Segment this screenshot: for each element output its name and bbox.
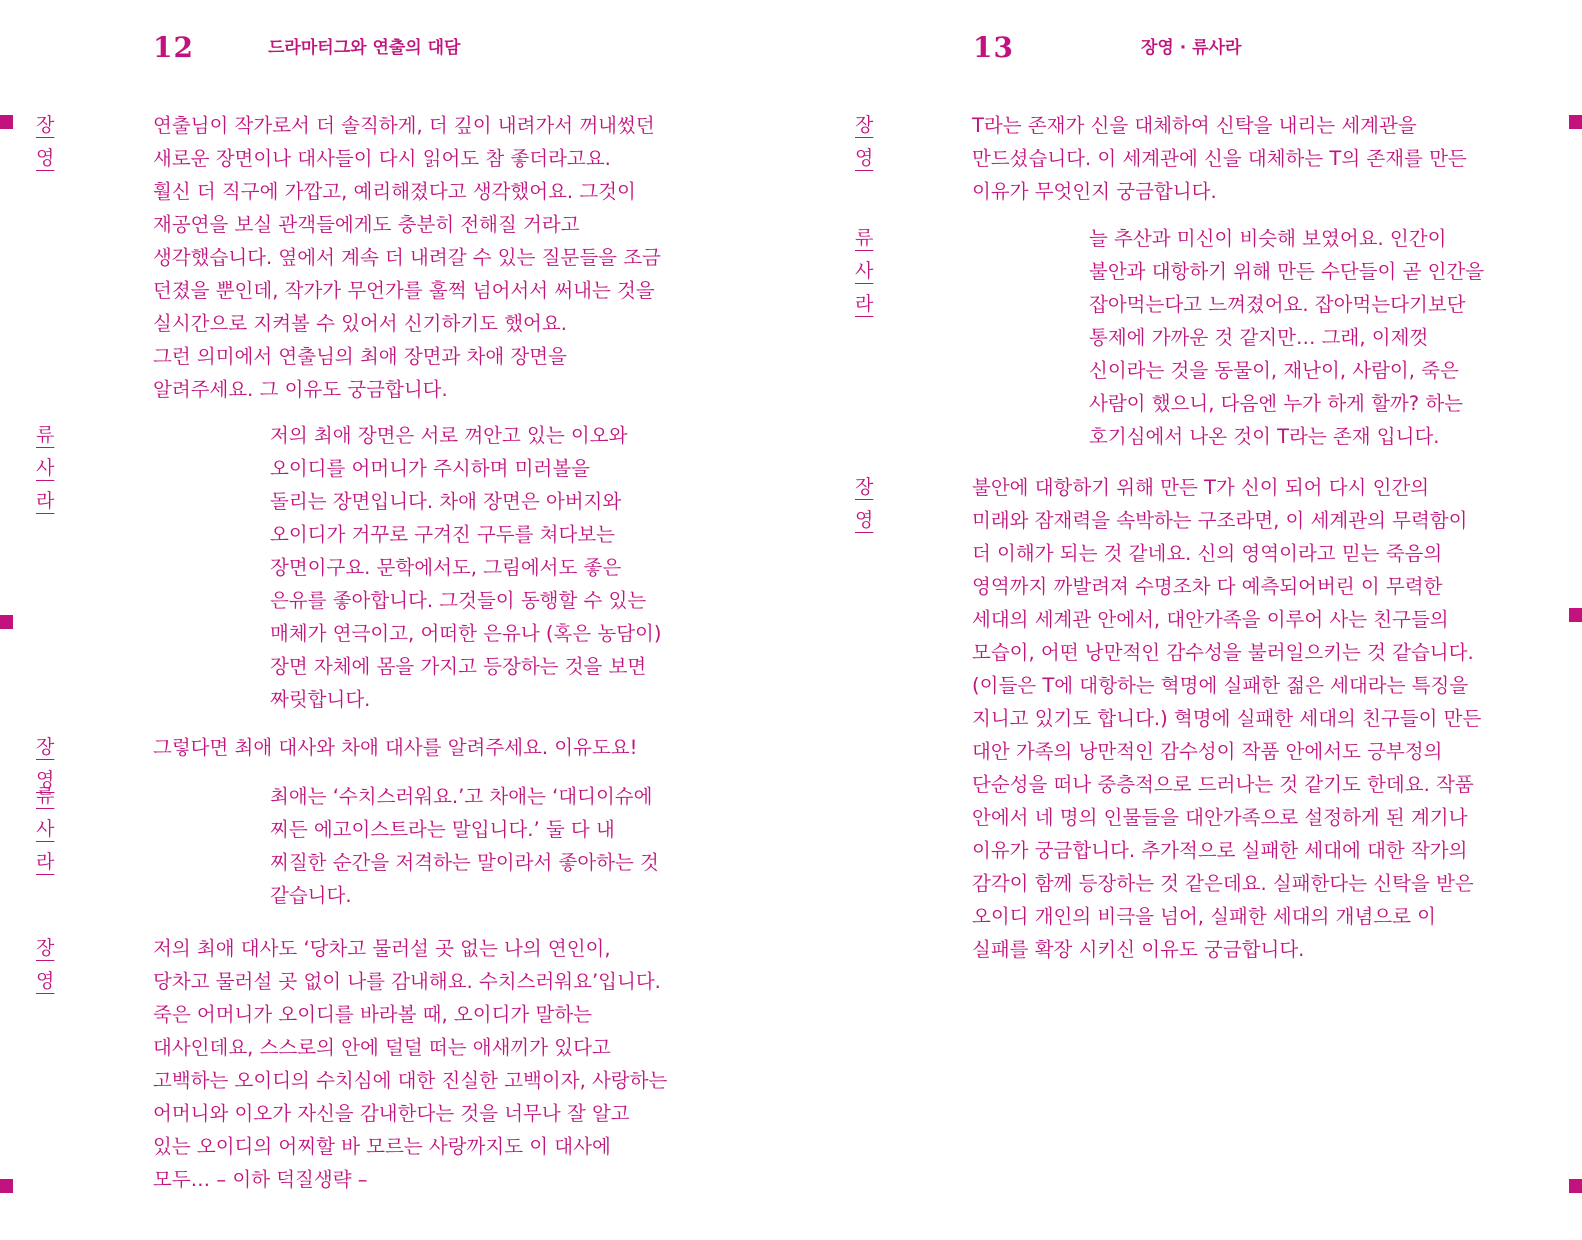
text-line: 실시간으로 지켜볼 수 있어서 신기하기도 했어요. <box>153 312 567 335</box>
text-line: 알려주세요. 그 이유도 궁금합니다. <box>153 378 448 401</box>
text-line: 그런 의미에서 연출님의 최애 장면과 차애 장면을 <box>153 345 567 368</box>
text-line: 모두… – 이하 덕질생략 – <box>153 1168 368 1191</box>
text-line: 호기심에서 나온 것이 T라는 존재 입니다. <box>1089 425 1440 448</box>
text-line: 짜릿합니다. <box>270 688 371 711</box>
text-line: 불안과 대항하기 위해 만든 수단들이 곧 인간을 <box>1089 260 1485 283</box>
text-line: 오이디가 거꾸로 구겨진 구두를 쳐다보는 <box>270 523 616 546</box>
speaker-name: 류사라 <box>855 227 874 315</box>
margin-marker <box>0 615 13 629</box>
text-line: T라는 존재가 신을 대체하여 신탁을 내리는 세계관을 <box>972 114 1417 137</box>
text-line: 재공연을 보실 관객들에게도 충분히 전해질 거라고 <box>153 213 580 236</box>
margin-marker <box>1569 115 1582 129</box>
text-line: 미래와 잠재력을 속박하는 구조라면, 이 세계관의 무력함이 <box>972 509 1468 532</box>
speaker-name: 장영 <box>855 476 874 531</box>
text-line: 연출님이 작가로서 더 솔직하게, 더 깊이 내려가서 꺼내썼던 <box>153 114 655 137</box>
text-line: 지니고 있기도 합니다.) 혁명에 실패한 세대의 친구들이 만든 <box>972 707 1482 730</box>
text-line: 생각했습니다. 옆에서 계속 더 내려갈 수 있는 질문들을 조금 <box>153 246 661 269</box>
speaker-name: 장영 <box>36 937 55 992</box>
text-line: 대사인데요, 스스로의 안에 덜덜 떠는 애새끼가 있다고 <box>153 1036 611 1059</box>
text-line: 만드셨습니다. 이 세계관에 신을 대체하는 T의 존재를 만든 <box>972 147 1467 170</box>
text-line: 오이디를 어머니가 주시하며 미러볼을 <box>270 457 590 480</box>
text-line: 최애는 ‘수치스러워요.’고 차애는 ‘대디이슈에 <box>270 785 653 808</box>
margin-marker <box>1569 1179 1582 1193</box>
text-line: 통제에 가까운 것 같지만… 그래, 이제껏 <box>1089 326 1429 349</box>
speech-text <box>153 731 637 764</box>
text-line: 이유가 궁금합니다. 추가적으로 실패한 세대에 대한 작가의 <box>972 839 1468 862</box>
speech-text <box>972 471 1481 966</box>
text-line: 장면이구요. 문학에서도, 그림에서도 좋은 <box>270 556 622 579</box>
speaker-name: 류사라 <box>36 424 55 512</box>
margin-marker <box>0 1179 13 1193</box>
text-line: 찌든 에고이스트라는 말입니다.’ 둘 다 내 <box>270 818 615 841</box>
text-line: 매체가 연극이고, 어떠한 은유나 (혹은 농담이) <box>270 622 662 645</box>
running-title: 드라마터그와 연출의 대담 <box>268 38 461 58</box>
text-line: 죽은 어머니가 오이디를 바라볼 때, 오이디가 말하는 <box>153 1003 592 1026</box>
text-line: 오이디 개인의 비극을 넘어, 실패한 세대의 개념으로 이 <box>972 905 1437 928</box>
speech-text <box>1089 222 1484 453</box>
speaker-name: 장영 <box>36 736 55 791</box>
text-line: 안에서 네 명의 인물들을 대안가족으로 설정하게 된 계기나 <box>972 806 1468 829</box>
speech-text <box>153 932 667 1196</box>
text-line: 저의 최애 장면은 서로 껴안고 있는 이오와 <box>270 424 628 447</box>
text-line: 돌리는 장면입니다. 차애 장면은 아버지와 <box>270 490 622 513</box>
speaker-name: 류사라 <box>36 785 55 873</box>
text-line: 새로운 장면이나 대사들이 다시 읽어도 참 좋더라고요. <box>153 147 611 170</box>
text-line: 대안 가족의 낭만적인 감수성이 작품 안에서도 긍부정의 <box>972 740 1443 763</box>
text-line: 같습니다. <box>270 884 352 907</box>
text-line: 어머니와 이오가 자신을 감내한다는 것을 너무나 잘 알고 <box>153 1102 630 1125</box>
text-line: 찌질한 순간을 저격하는 말이라서 좋아하는 것 <box>270 851 659 874</box>
text-line: 영역까지 까발려져 수명조차 다 예측되어버린 이 무력한 <box>972 575 1443 598</box>
text-line: 신이라는 것을 동물이, 재난이, 사람이, 죽은 <box>1089 359 1459 382</box>
text-line: 던졌을 뿐인데, 작가가 무언가를 훌쩍 넘어서서 써내는 것을 <box>153 279 655 302</box>
speaker-name: 장영 <box>36 114 55 169</box>
margin-marker <box>0 115 13 129</box>
running-title: 장영 · 류사라 <box>1141 38 1242 58</box>
speaker-name: 장영 <box>855 114 874 169</box>
text-line: 늘 추산과 미신이 비슷해 보였어요. 인간이 <box>1089 227 1447 250</box>
text-line: 사람이 했으니, 다음엔 누가 하게 할까? 하는 <box>1089 392 1463 415</box>
text-line: 세대의 세계관 안에서, 대안가족을 이루어 사는 친구들의 <box>972 608 1449 631</box>
text-line: 장면 자체에 몸을 가지고 등장하는 것을 보면 <box>270 655 647 678</box>
text-line: 저의 최애 대사도 ‘당차고 물러설 곳 없는 나의 연인이, <box>153 937 611 960</box>
text-line: 실패를 확장 시키신 이유도 궁금합니다. <box>972 938 1305 961</box>
text-line: 불안에 대항하기 위해 만든 T가 신이 되어 다시 인간의 <box>972 476 1430 499</box>
speech-text <box>153 109 661 406</box>
text-line: 은유를 좋아합니다. 그것들이 동행할 수 있는 <box>270 589 647 612</box>
text-line: 잡아먹는다고 느껴졌어요. 잡아먹는다기보단 <box>1089 293 1466 316</box>
text-line: 있는 오이디의 어찌할 바 모르는 사랑까지도 이 대사에 <box>153 1135 611 1158</box>
speech-text <box>972 109 1467 208</box>
text-line: 더 이해가 되는 것 같네요. 신의 영역이라고 믿는 죽음의 <box>972 542 1443 565</box>
right-page <box>791 0 1582 1240</box>
text-line: 이유가 무엇인지 궁금합니다. <box>972 180 1217 203</box>
page-number: 13 <box>973 31 1014 64</box>
text-line: 감각이 함께 등장하는 것 같은데요. 실패한다는 신탁을 받은 <box>972 872 1474 895</box>
page-number: 12 <box>153 31 194 64</box>
text-line: 모습이, 어떤 낭만적인 감수성을 불러일으키는 것 같습니다. <box>972 641 1474 664</box>
text-line: 그렇다면 최애 대사와 차애 대사를 알려주세요. 이유도요! <box>153 736 638 759</box>
text-line: (이들은 T에 대항하는 혁명에 실패한 젊은 세대라는 특징을 <box>972 674 1469 697</box>
margin-marker <box>1569 608 1582 622</box>
speech-text <box>270 780 659 912</box>
text-line: 단순성을 떠나 중층적으로 드러나는 것 같기도 한데요. 작품 <box>972 773 1474 796</box>
text-line: 훨신 더 직구에 가깝고, 예리해졌다고 생각했어요. 그것이 <box>153 180 636 203</box>
speech-text <box>270 419 661 716</box>
text-line: 고백하는 오이디의 수치심에 대한 진실한 고백이자, 사랑하는 <box>153 1069 668 1092</box>
text-line: 당차고 물러설 곳 없이 나를 감내해요. 수치스러워요’입니다. <box>153 970 661 993</box>
